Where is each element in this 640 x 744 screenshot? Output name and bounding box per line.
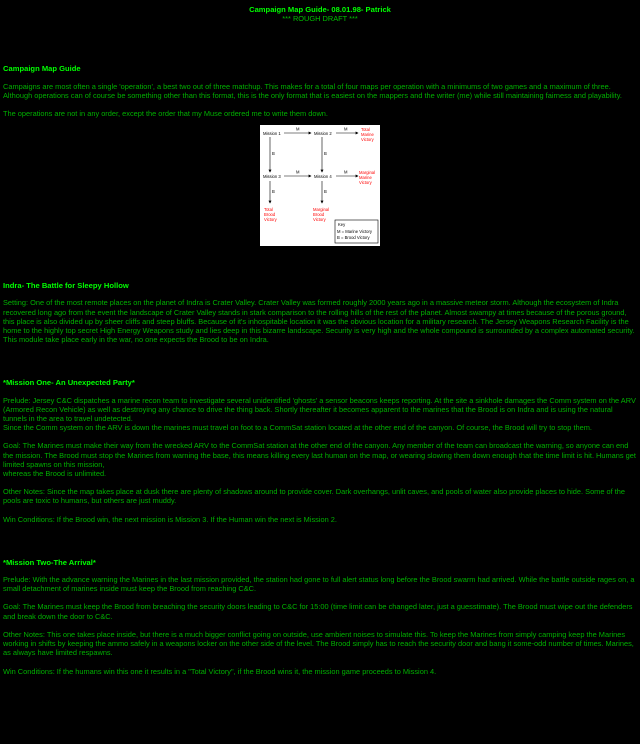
svg-text:Victory: Victory [361, 137, 374, 143]
edge-label-m4-marginal-marine: M [344, 169, 348, 175]
svg-text:Marginal: Marginal [359, 170, 376, 176]
svg-text:Brood: Brood [313, 212, 325, 218]
document-header [3, 5, 637, 23]
indra-heading: Indra- The Battle for Sleepy Hollow [3, 281, 129, 291]
mission2-notes: Other Notes: This one takes place inside, but there is a much bigger conflict going on outside, use ambient noises to simulate this. To keep the Marines from simply camping keep the Marines working in shifts by keeping the ammo safely in a weapons locker on the other side of the level. The Brood simply has to reach the security door and bang it some-odd number of times. Marines, as always have limited respawns. [3, 629, 634, 658]
key-title: Key [338, 222, 346, 228]
mission2-prelude: Prelude: With the advance warning the Marines in the last mission provided, the station had gone to full alert status long before the Brood swarm had arrived. While the battle outside rages on, a small detachment of marines inside must keep the Brood from reaching C&C. [3, 575, 635, 594]
guide-heading: Campaign Map Guide [3, 64, 81, 74]
mission1-notes: Other Notes: Since the map takes place at dusk there are plenty of shadows around to provide cover. Dark overhangs, unlit caves, and pools of water also provide places to hide. Some of the pools are toxic to humans, but others are just muddy. [3, 487, 625, 506]
edge-label-m1-m3: B [272, 151, 275, 157]
node-mission-1: Mission 1 [263, 131, 281, 137]
key-brood: B = Brood Victory [337, 235, 370, 241]
campaign-flowchart [3, 125, 637, 246]
document-page [0, 5, 640, 676]
indra-setting: Setting: One of the most remote places on the planet of Indra is Crater Valley. Crater Valley was formed roughly 2000 years ago in a massive meteor storm. Although the ecosystem of Indra recovered long ago from the event the landscape of Crater Valley stands in stark comparison to the rolling hills of the rest of the planet. Almost swampy at times because of the porous ground, this place is also divided up by sheer cliffs and steep bluffs. Because of it's inhospitable location it was the obvious location for a military research. The Jersey Weapons Research Facility is the home to the highly top secret High Energy Weapons study and lies deep in this bizarre landscape. Security is very high and the whole compound is surrounded by a complex automated security. This module take place early in the war, no one expects the Brood to be on Indra. [3, 298, 635, 345]
mission1-heading: *Mission One- An Unexpected Party* [3, 378, 135, 388]
svg-text:Marginal: Marginal [313, 207, 330, 213]
edge-label-m3-m4: M [296, 169, 300, 175]
svg-text:Victory: Victory [313, 217, 326, 223]
mission2-win: Win Conditions: If the humans win this one it results in a "Total Victory", if the Brood wins it, the mission game proceeds to Mission 4. [3, 666, 437, 676]
document-subtitle: *** ROUGH DRAFT *** [282, 14, 358, 24]
edge-label-m4-marginal-brood: B [324, 189, 327, 195]
document-title: Campaign Map Guide- 08.01.98- Patrick [249, 5, 391, 14]
edge-label-m2-total-marine: M [344, 126, 348, 132]
mission1-goal-a: Goal: The Marines must make their way from the wrecked ARV to the CommSat station at the other end of the canyon. Any member of the team can broadcast the warning, so anyone can end the mission. The Brood must stop the Marines from warning the base, this means killing every last human on the map, or wearing slowing them down enough that the time limit is hit. Humans get limited spawns on this mission, [3, 441, 636, 469]
edge-label-m1-m2: M [296, 126, 300, 132]
svg-text:Victory: Victory [359, 180, 372, 186]
mission2-heading: *Mission Two-The Arrival* [3, 557, 96, 567]
mission1-prelude-a: Prelude: Jersey C&C dispatches a marine recon team to investigate several unidentified 'ghosts' a sensor beacons keeps reporting. At the site a sinkhole damages the Comm system on the ARV (Armored Recon Vehicle) as well as destroying any chance to drive the thing back. Shortly thereafter it becomes apparent to the marines that the Brood is on Indra and is using the natural tunnels in the area to travel undetected. [3, 395, 636, 424]
svg-text:Total: Total [264, 207, 273, 213]
svg-text:Brood: Brood [264, 212, 276, 218]
mission2-goal: Goal: The Marines must keep the Brood from breaching the security doors leading to C&C for 15:00 (time limit can be changed later, just a guesstimate). The Brood must wipe out the defenders and break down the door to C&C. [3, 602, 633, 621]
edge-label-m3-total-brood: B [272, 189, 275, 195]
node-mission-3: Mission 3 [263, 174, 281, 180]
mission1-prelude-b: Since the Comm system on the ARV is down the marines must travel on foot to a CommSat station located at the other end of the canyon. Of course, the Brood will try to stop them. [3, 423, 592, 433]
guide-paragraph-1: Campaigns are most often a single 'operation', a best two out of three matchup. This makes for a total of four maps per operation with a minimums of two games and a maximum of three. Although operations can of course be something other than this format, this is the only format that is easiest on the mappers and the writer (me) while still maintaining fairness and playability. [3, 81, 622, 100]
key-marine: M = Marine Victory [337, 229, 372, 235]
svg-text:Marine: Marine [359, 175, 372, 181]
svg-text:Victory: Victory [264, 217, 277, 223]
mission1-goal-b: whereas the Brood is unlimited. [3, 469, 107, 479]
node-mission-2: Mission 2 [314, 131, 332, 137]
mission1-win: Win Conditions: If the Brood win, the next mission is Mission 3. If the Human win the next is Mission 2. [3, 514, 337, 524]
node-mission-4: Mission 4 [314, 174, 332, 180]
guide-paragraph-2: The operations are not in any order, except the order that my Muse ordered me to write them down. [3, 109, 328, 119]
svg-text:Marine: Marine [361, 132, 374, 138]
flowchart-diagram [260, 125, 380, 246]
svg-text:Total: Total [361, 127, 370, 133]
flowchart-key [335, 220, 378, 243]
edge-label-m2-m4: B [324, 151, 327, 157]
